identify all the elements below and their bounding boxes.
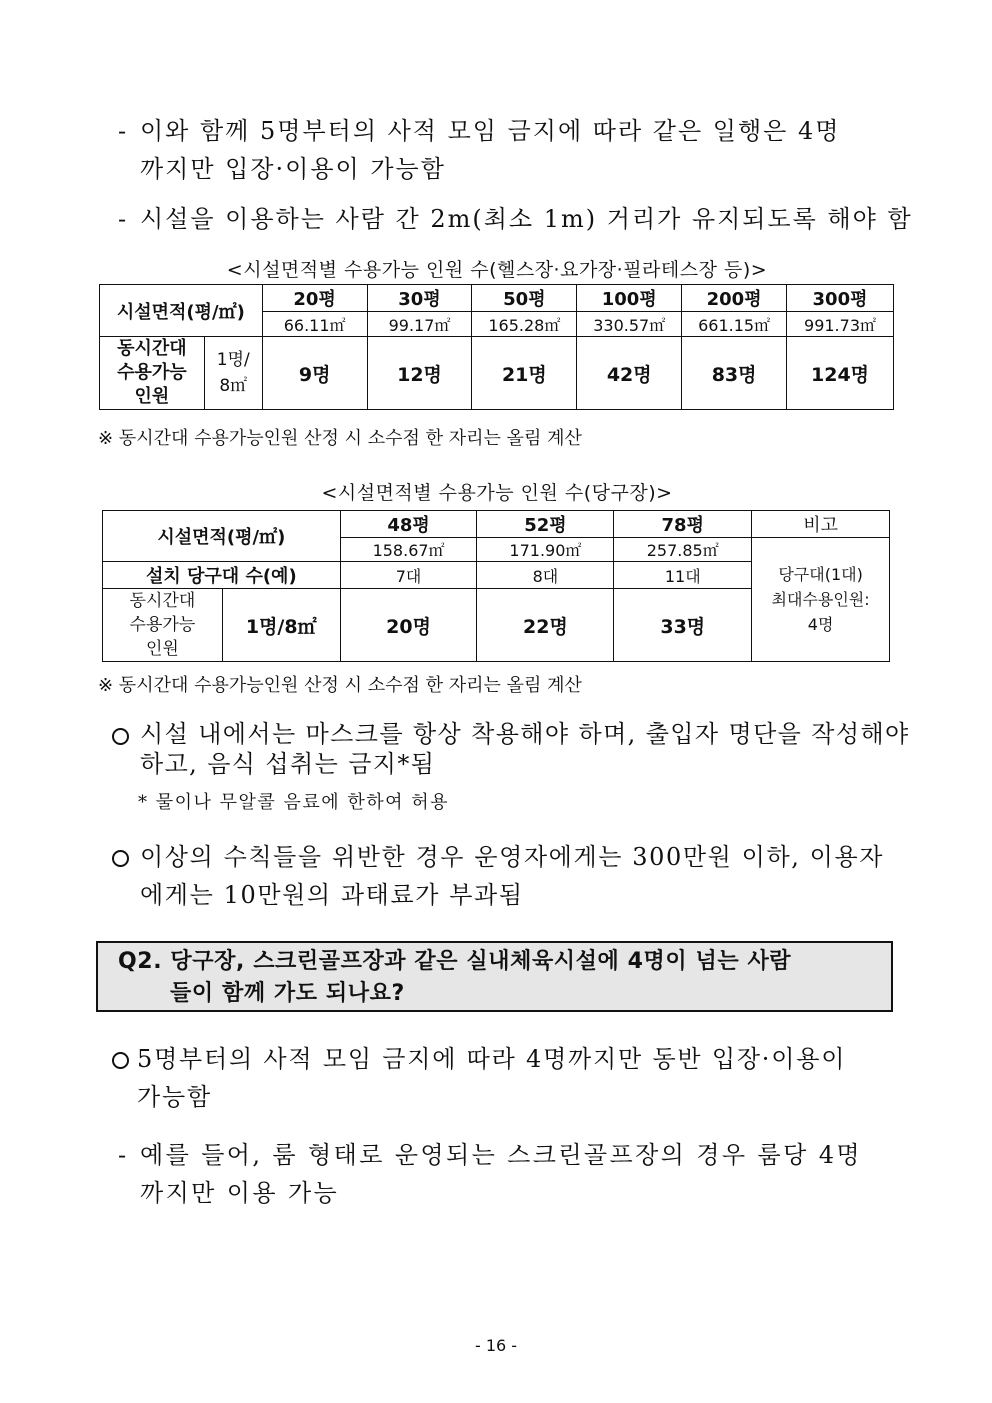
- table-cell: 158.67㎡: [340, 538, 477, 562]
- capacity-table-billiards: [102, 510, 890, 662]
- table-cell: 50평: [472, 285, 577, 312]
- paragraph-line: 이와 함께 5명부터의 사적 모임 금지에 따라 같은 일행은 4명: [140, 117, 841, 145]
- remark-line: 4명: [807, 615, 834, 634]
- ratio-line: 1명/: [216, 350, 250, 370]
- table-cell: 20명: [340, 589, 477, 662]
- row-label-line: 인원: [145, 639, 179, 659]
- row-label: [100, 337, 205, 410]
- table-cell: 33명: [614, 589, 752, 662]
- paragraph-line: 시설 내에서는 마스크를 항상 착용해야 하며, 출입자 명단을 작성해야: [140, 720, 910, 748]
- table-cell: 30평: [367, 285, 472, 312]
- tables-label: 설치 당구대 수(예): [103, 562, 341, 589]
- circle-bullet-icon: [112, 728, 129, 745]
- table-cell: 22명: [477, 589, 614, 662]
- paragraph-line: 5명부터의 사적 모임 금지에 따라 4명까지만 동반 입장·이용이: [137, 1045, 847, 1073]
- table-cell: 9명: [262, 337, 367, 410]
- table-note: ※ 동시간대 수용가능인원 산정 시 소수점 한 자리는 올림 계산: [98, 675, 582, 696]
- table-cell: 257.85㎡: [614, 538, 752, 562]
- paragraph-line: 하고, 음식 섭취는 금지*됨: [140, 750, 436, 778]
- table-cell: 78평: [614, 511, 752, 538]
- dash-bullet: -: [118, 117, 129, 145]
- paragraph-line: 예를 들어, 룸 형태로 운영되는 스크린골프장의 경우 룸당 4명: [140, 1141, 862, 1169]
- remark-header: 비고: [752, 511, 890, 538]
- ratio-cell: [204, 337, 262, 410]
- table-cell: 99.17㎡: [367, 312, 472, 337]
- paragraph-line: 까지만 이용 가능: [140, 1179, 340, 1207]
- table-cell: 8대: [477, 562, 614, 589]
- ratio-line: 8㎡: [219, 376, 248, 396]
- row-label-line: 수용가능: [129, 615, 196, 635]
- remark-line: 당구대(1대): [778, 565, 863, 584]
- table-cell: 991.73㎡: [787, 312, 894, 337]
- paragraph-line: 에게는 10만원의 과태료가 부과됨: [140, 881, 524, 909]
- paragraph-line: 가능함: [137, 1083, 212, 1111]
- question-line: 들이 함께 가도 되나요?: [170, 981, 405, 1006]
- table-cell: 100평: [577, 285, 682, 312]
- footnote: * 물이나 무알콜 음료에 한하여 허용: [138, 792, 450, 813]
- row-label-line: 인원: [134, 386, 170, 407]
- table-cell: 42명: [577, 337, 682, 410]
- circle-bullet-icon: [112, 850, 129, 867]
- table-caption: <시설면적별 수용가능 인원 수(헬스장·요가장·필라테스장 등)>: [226, 259, 768, 281]
- table-cell: 200평: [682, 285, 787, 312]
- table-cell: 124명: [787, 337, 894, 410]
- dash-bullet: -: [118, 205, 129, 233]
- remark-line: 최대수용인원:: [771, 590, 870, 609]
- table-cell: 20평: [262, 285, 367, 312]
- header-label: 시설면적(평/㎡): [100, 285, 263, 337]
- row-label-line: 수용가능: [117, 362, 187, 383]
- table-cell: 165.28㎡: [472, 312, 577, 337]
- table-cell: 11대: [614, 562, 752, 589]
- table-cell: 12명: [367, 337, 472, 410]
- row-label: [103, 589, 223, 662]
- table-cell: 7대: [340, 562, 477, 589]
- table-note: ※ 동시간대 수용가능인원 산정 시 소수점 한 자리는 올림 계산: [98, 428, 582, 449]
- table-cell: 330.57㎡: [577, 312, 682, 337]
- table-caption: <시설면적별 수용가능 인원 수(당구장)>: [321, 482, 673, 504]
- table-cell: 66.11㎡: [262, 312, 367, 337]
- capacity-table-gym: [99, 284, 894, 410]
- ratio-cell: 1명/8㎡: [222, 589, 340, 662]
- table-cell: 171.90㎡: [477, 538, 614, 562]
- question-box: [96, 941, 893, 1012]
- table-cell: 83명: [682, 337, 787, 410]
- paragraph-line: 까지만 입장·이용이 가능함: [140, 155, 446, 183]
- dash-bullet: -: [118, 1141, 129, 1169]
- row-label-line: 동시간대: [129, 591, 196, 611]
- table-cell: 21명: [472, 337, 577, 410]
- table-cell: 661.15㎡: [682, 312, 787, 337]
- page-number: - 16 -: [474, 1336, 518, 1355]
- table-cell: 48평: [340, 511, 477, 538]
- remark-cell: [752, 538, 890, 662]
- row-label-line: 동시간대: [117, 338, 187, 359]
- table-cell: 52평: [477, 511, 614, 538]
- paragraph-line: 시설을 이용하는 사람 간 2m(최소 1m) 거리가 유지되도록 해야 함: [140, 205, 913, 233]
- circle-bullet-icon: [112, 1052, 129, 1069]
- table-cell: 300평: [787, 285, 894, 312]
- header-label: 시설면적(평/㎡): [103, 511, 341, 562]
- paragraph-line: 이상의 수칙들을 위반한 경우 운영자에게는 300만원 이하, 이용자: [140, 843, 885, 871]
- question-line: Q2. 당구장, 스크린골프장과 같은 실내체육시설에 4명이 넘는 사람: [118, 949, 792, 974]
